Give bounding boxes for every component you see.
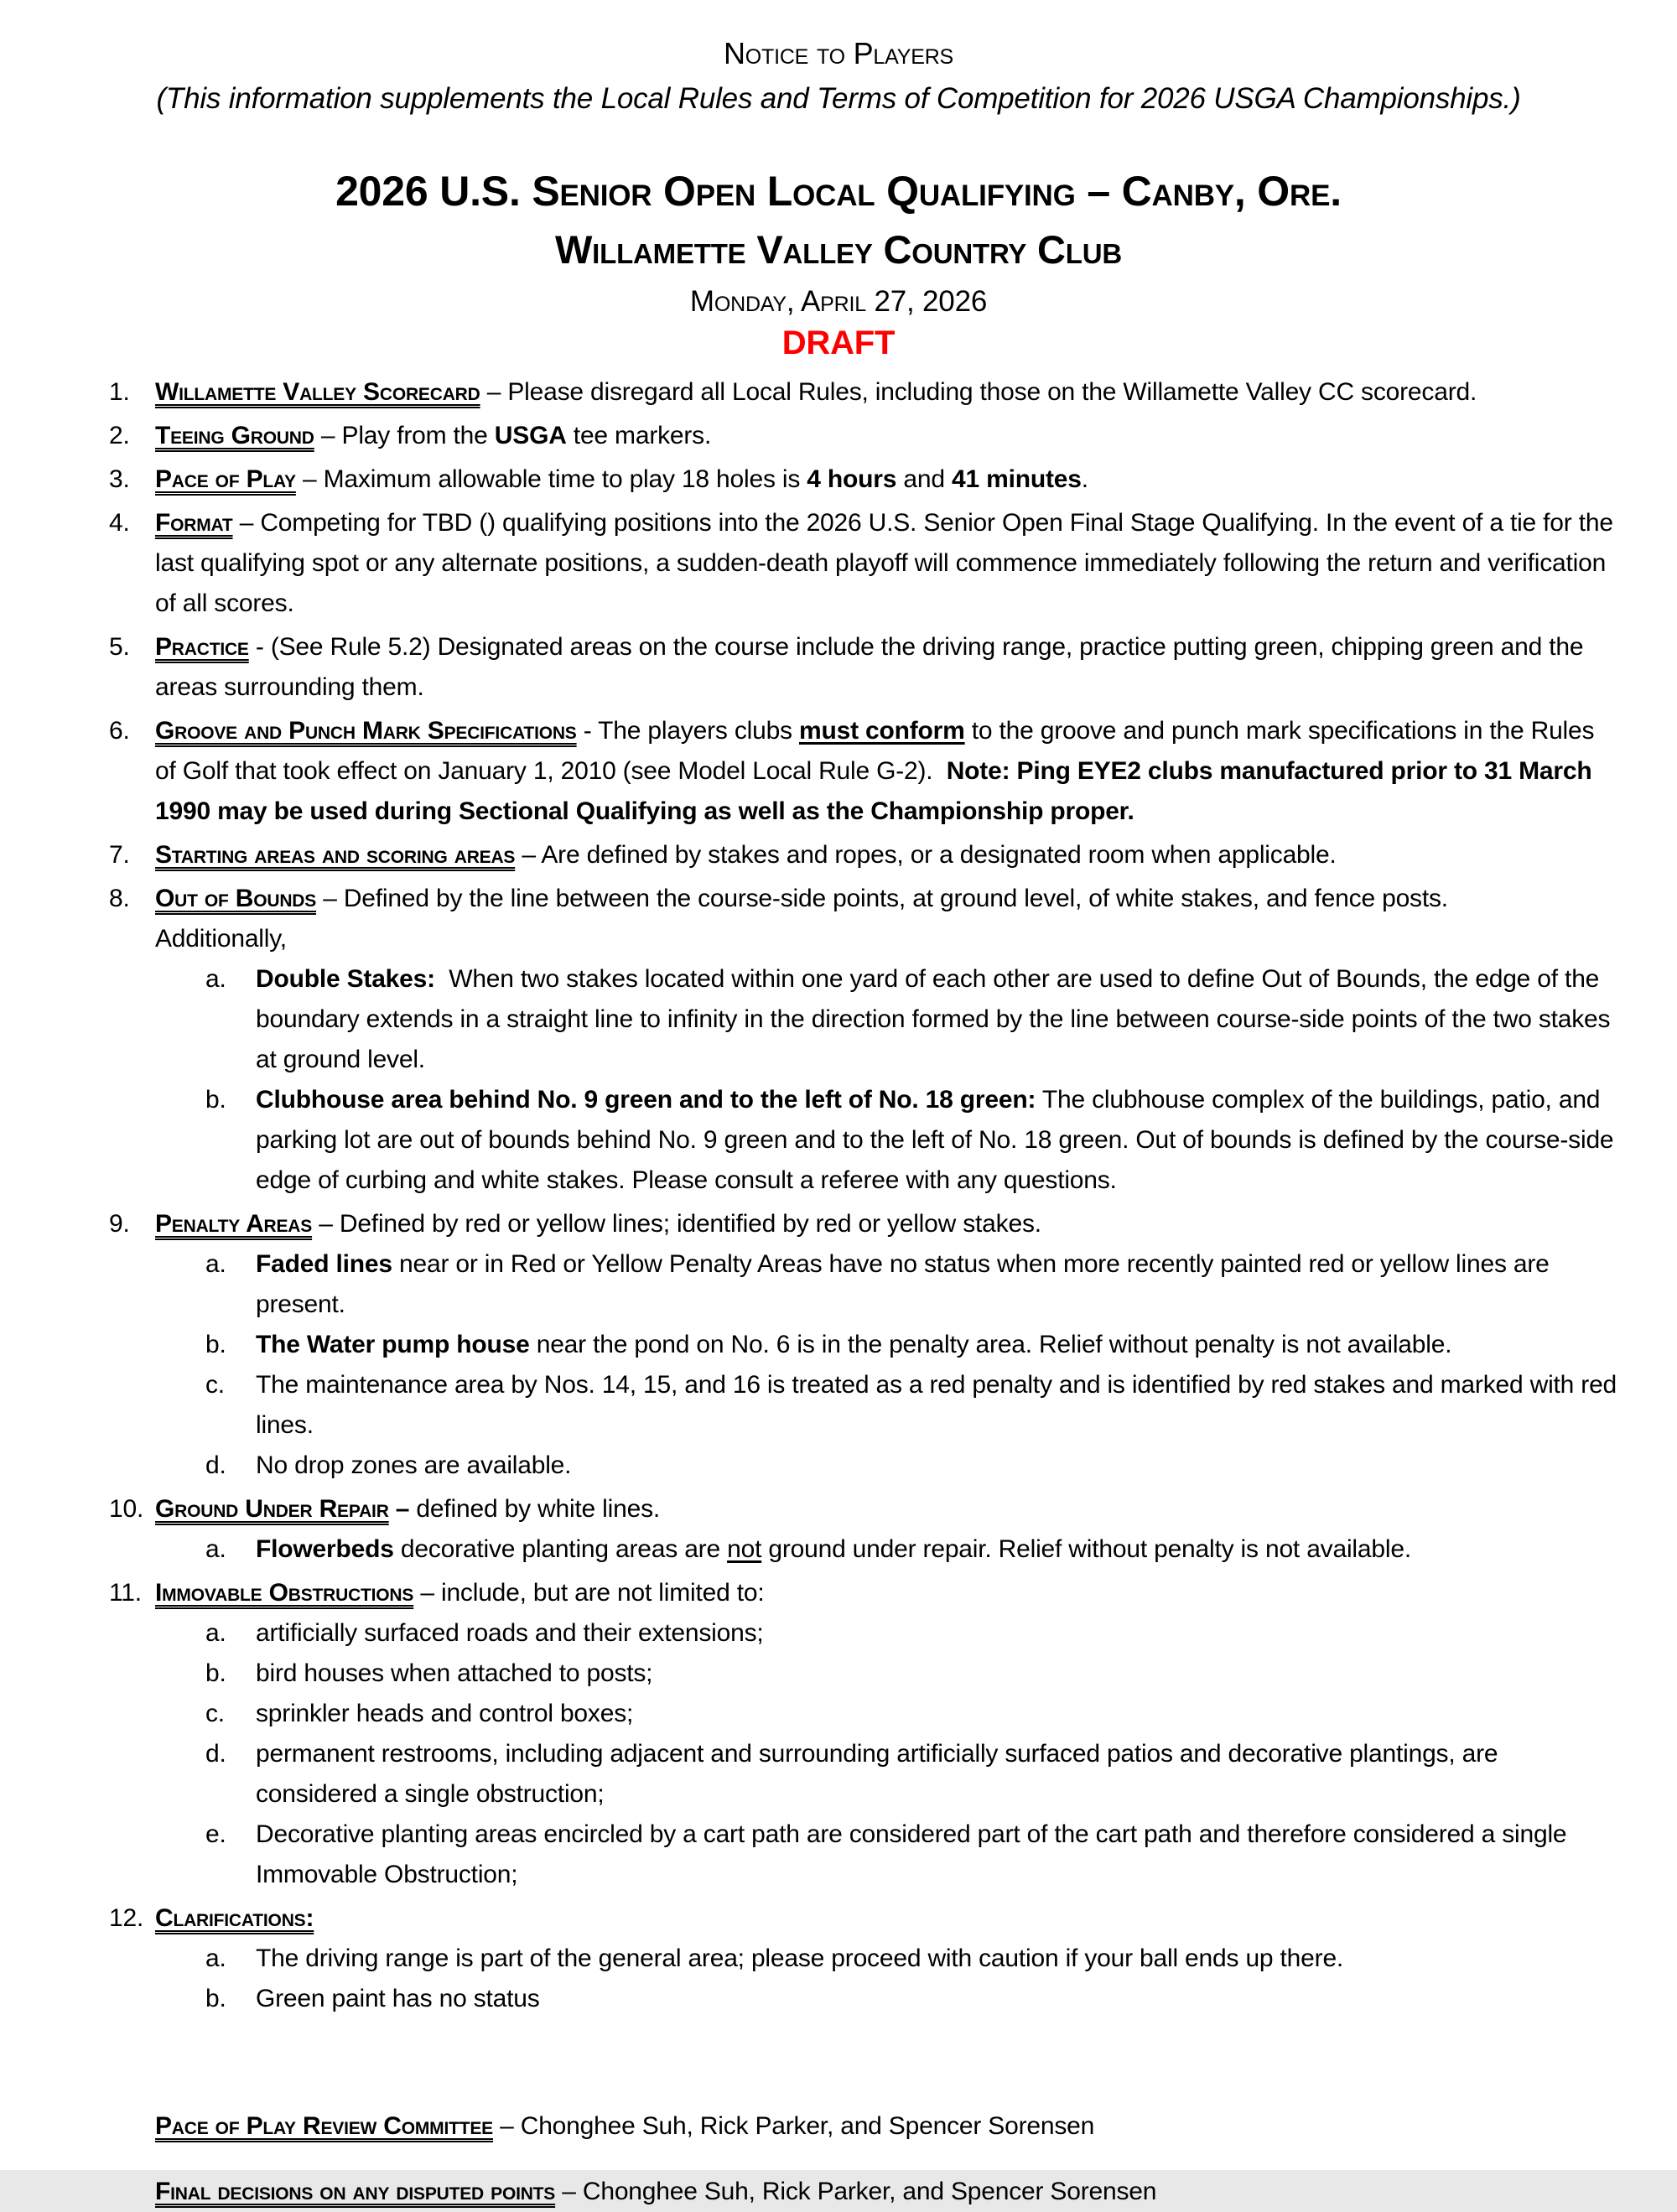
- draft-label: DRAFT: [781, 325, 896, 361]
- text-segment: USGA: [494, 422, 567, 449]
- text-segment: include, but are not limited to:: [440, 1579, 765, 1607]
- rule-content: [155, 460, 1618, 500]
- text-segment: and: [896, 465, 952, 493]
- rule-item: [109, 711, 1618, 832]
- rule-item: [109, 416, 1618, 456]
- text-segment: decorative planting areas are: [393, 1535, 728, 1563]
- sub-item: [155, 1734, 1618, 1815]
- sub-item-text: [256, 1365, 1618, 1446]
- text-segment: Play from the: [341, 422, 495, 449]
- rule-number: 9.: [109, 1210, 130, 1238]
- sub-item: [155, 959, 1618, 1080]
- rule-item: [109, 835, 1618, 875]
- sub-item-text: [256, 1080, 1618, 1201]
- committee-heading: Final decisions on any disputed points: [155, 2178, 556, 2205]
- rule-item: [109, 503, 1618, 624]
- text-segment: The clubhouse complex of the buildings, patio, and parking lot are out of bounds behind No. 9 green and to the left of No. 18 green. Out of bounds is defined by the course-side edge of curbing and white stakes. Please consult a referee with any questions.: [256, 1086, 1614, 1194]
- rule-number: 8.: [109, 885, 130, 912]
- rule-heading: Ground Under Repair: [155, 1495, 389, 1523]
- sub-item-letter: e.: [205, 1820, 226, 1848]
- rule-heading: Practice: [155, 633, 249, 661]
- text-segment: near the pond on No. 6 is in the penalty area. Relief without penalty is not available.: [529, 1331, 1452, 1358]
- rule-text: [155, 1489, 1618, 1529]
- sub-item-letter: a.: [205, 1945, 226, 1972]
- sub-item: [155, 1446, 1618, 1486]
- sub-item-text: [256, 1734, 1618, 1815]
- rule-content: [155, 416, 1618, 456]
- sub-item-text: [256, 1815, 1618, 1895]
- rule-text: Practice - (See Rule 5.2) Designated areas on the course include the driving range, practice putting green, chipping green and the areas surrounding them.: [155, 633, 1584, 701]
- sub-item-letter: b.: [205, 1659, 226, 1687]
- rule-text: Willamette Valley Scorecard – Please disregard all Local Rules, including those on the Willamette Valley CC scorecard.: [155, 378, 1477, 406]
- document-header: [0, 0, 1677, 362]
- rule-heading: Clarifications:: [155, 1904, 314, 1932]
- rule-heading: Starting areas and scoring areas: [155, 841, 516, 869]
- text-segment: The players clubs: [598, 717, 799, 745]
- text-segment: tee markers.: [566, 422, 712, 449]
- rule-heading: Out of Bounds: [155, 885, 317, 912]
- sub-item-letter: b.: [205, 1331, 226, 1358]
- rule-text: Format – Competing for TBD () qualifying positions into the 2026 U.S. Senior Open Final Stage Qualifying. In the event of a tie for the last qualifying spot or any alternate positions, a sudden-death playoff will commence immediately following the return and verification of all scores.: [155, 509, 1613, 617]
- text-segment: Note: Ping EYE2 clubs manufactured prior to 31 March 1990 may be used during Sectional Qualifying as well as the Championship proper.: [155, 757, 1592, 825]
- text-segment: to the groove and punch mark specifications in the Rules of Golf that took effect on January 1, 2010 (see Model Local Rule G-2).: [155, 717, 1595, 785]
- sub-item-letter: a.: [205, 1535, 226, 1563]
- text-segment: ground under repair. Relief without penalty is not available.: [761, 1535, 1411, 1563]
- rule-item: [109, 879, 1618, 1201]
- sub-items: [155, 1939, 1618, 2019]
- sub-items: [155, 1613, 1618, 1895]
- text-segment: Faded lines: [256, 1250, 392, 1278]
- text-segment: near or in Red or Yellow Penalty Areas have no status when more recently painted red or yellow lines are present.: [256, 1250, 1550, 1318]
- text-segment: (See Rule 5.2) Designated areas on the course include the driving range, practice putting green, chipping green and the areas surrounding them.: [155, 633, 1584, 701]
- text-segment: 41 minutes: [952, 465, 1082, 493]
- rule-number: 12.: [109, 1904, 144, 1932]
- sub-item-text: [256, 1979, 1618, 2019]
- sub-item: [155, 1654, 1618, 1694]
- rule-heading: Immovable Obstructions: [155, 1579, 414, 1607]
- text-segment: The Water pump house: [256, 1331, 530, 1358]
- sub-items: [155, 959, 1618, 1201]
- sub-item: [155, 1815, 1618, 1895]
- rule-content: [155, 835, 1618, 875]
- text-segment: .: [1081, 465, 1088, 493]
- rule-text: Penalty Areas – Defined by red or yellow lines; identified by red or yellow stakes.: [155, 1210, 1041, 1238]
- text-segment: Are defined by stakes and ropes, or a designated room when applicable.: [541, 841, 1337, 869]
- sub-item-text: [256, 1694, 1618, 1734]
- committee-line: Pace of Play Review Committee – Chonghee Suh, Rick Parker, and Spencer Sorensen: [155, 2112, 1095, 2140]
- sub-item: [155, 1529, 1618, 1570]
- rule-item: [109, 372, 1618, 413]
- sub-item-letter: d.: [205, 1451, 226, 1479]
- sub-item-letter: a.: [205, 1619, 226, 1647]
- text-segment: sprinkler heads and control boxes;: [256, 1700, 634, 1727]
- rule-content: [155, 372, 1618, 413]
- rule-text: [155, 1898, 1618, 1939]
- rule-number: 1.: [109, 378, 130, 406]
- venue-title: Willamette Valley Country Club: [554, 227, 1122, 272]
- committee-names: Chonghee Suh, Rick Parker, and Spencer Sorensen: [520, 2112, 1095, 2140]
- rule-heading: Groove and Punch Mark Specifications: [155, 717, 577, 745]
- rule-content: [155, 627, 1618, 708]
- text-segment: bird houses when attached to posts;: [256, 1659, 653, 1687]
- rule-heading: Teeing Ground: [155, 422, 314, 449]
- notice-title: Notice to Players: [723, 36, 954, 70]
- text-segment: Please disregard all Local Rules, including those on the Willamette Valley CC scorecard.: [507, 378, 1477, 406]
- committee-names: Chonghee Suh, Rick Parker, and Spencer Sorensen: [582, 2178, 1157, 2205]
- sub-item-letter: a.: [205, 965, 226, 993]
- rule-heading: Penalty Areas: [155, 1210, 313, 1238]
- rule-number: 7.: [109, 841, 130, 869]
- rule-heading: Pace of Play: [155, 465, 296, 493]
- text-segment: When two stakes located within one yard of each other are used to define Out of Bounds, the edge of the boundary extends in a straight line to infinity in the direction formed by the line between course-side points of the two stakes at ground level.: [256, 965, 1611, 1073]
- sub-item: [155, 1979, 1618, 2019]
- rule-number: 6.: [109, 717, 130, 745]
- rule-number: 11.: [109, 1579, 142, 1607]
- sub-item: [155, 1694, 1618, 1734]
- sub-item-letter: c.: [205, 1371, 225, 1399]
- text-segment: 4 hours: [807, 465, 897, 493]
- rule-number: 2.: [109, 422, 130, 449]
- sub-item-text: [256, 1654, 1618, 1694]
- text-segment: Green paint has no status: [256, 1985, 540, 2012]
- text-segment: Clubhouse area behind No. 9 green and to the left of No. 18 green:: [256, 1086, 1036, 1114]
- text-segment: Maximum allowable time to play 18 holes is: [323, 465, 807, 493]
- text-segment: not: [727, 1535, 762, 1563]
- text-segment: Double Stakes:: [256, 965, 435, 993]
- rule-text: Immovable Obstructions – include, but are not limited to:: [155, 1579, 765, 1607]
- rule-item: [109, 1573, 1618, 1895]
- rule-content: [155, 1204, 1618, 1486]
- committee-heading: Pace of Play Review Committee: [155, 2112, 493, 2140]
- rules-list: [109, 372, 1618, 2019]
- rule-text: Teeing Ground – Play from the USGA tee markers.: [155, 422, 712, 449]
- sub-item-letter: c.: [205, 1700, 225, 1727]
- rule-text: Starting areas and scoring areas – Are defined by stakes and ropes, or a designated room when applicable.: [155, 841, 1337, 869]
- text-segment: defined by white lines.: [416, 1495, 661, 1523]
- sub-item-text: [256, 1529, 1618, 1570]
- committee-line: Final decisions on any disputed points – Chonghee Suh, Rick Parker, and Spencer Sorensen: [155, 2178, 1157, 2205]
- sub-item-text: [256, 1939, 1618, 1979]
- sub-item-text: [256, 959, 1618, 1080]
- rule-text: Out of Bounds – Defined by the line between the course-side points, at ground level, of white stakes, and fence posts. Additionally,: [155, 885, 1448, 953]
- sub-item-letter: d.: [205, 1740, 226, 1768]
- text-segment: permanent restrooms, including adjacent and surrounding artificially surfaced patios and decorative plantings, are considered a single obstruction;: [256, 1740, 1498, 1808]
- sub-item: [155, 1613, 1618, 1654]
- text-segment: must conform: [798, 717, 965, 745]
- committees: [155, 2106, 1618, 2212]
- text-segment: Additionally,: [155, 925, 287, 953]
- rule-heading: Format: [155, 509, 233, 537]
- text-segment: Decorative planting areas encircled by a cart path are considered part of the cart path and therefore considered a single Immovable Obstruction;: [256, 1820, 1567, 1888]
- rule-text: Pace of Play – Maximum allowable time to play 18 holes is 4 hours and 41 minutes.: [155, 465, 1088, 493]
- rule-content: [155, 879, 1618, 1201]
- text-segment: Defined by red or yellow lines; identified by red or yellow stakes.: [339, 1210, 1041, 1238]
- rule-number: 4.: [109, 509, 130, 537]
- text-segment: No drop zones are available.: [256, 1451, 572, 1479]
- event-title: 2026 U.S. Senior Open Local Qualifying – Canby, Ore.: [335, 168, 1342, 215]
- supplement-note: (This information supplements the Local Rules and Terms of Competition for 2026 USGA Championships.): [156, 82, 1521, 115]
- rule-content: [155, 1898, 1618, 2019]
- sub-item-text: [256, 1446, 1618, 1486]
- rule-content: [155, 503, 1618, 624]
- text-segment: The maintenance area by Nos. 14, 15, and 16 is treated as a red penalty and is identified by red stakes and marked with red lines.: [256, 1371, 1617, 1439]
- sub-item: [155, 1244, 1618, 1325]
- rule-content: [155, 1573, 1618, 1895]
- sub-item-letter: b.: [205, 1086, 226, 1114]
- sub-item: [155, 1325, 1618, 1365]
- rule-content: [155, 711, 1618, 832]
- text-segment: Competing for TBD () qualifying positions into the 2026 U.S. Senior Open Final Stage Qualifying. In the event of a tie for the last qualifying spot or any alternate positions, a sudden-death playoff will commence immediately following the return and verification of all scores.: [155, 509, 1613, 617]
- sub-item-text: [256, 1325, 1618, 1365]
- sub-items: [155, 1244, 1618, 1486]
- rule-heading: Willamette Valley Scorecard: [155, 378, 480, 406]
- sub-item-letter: b.: [205, 1985, 226, 2012]
- rule-item: [109, 1204, 1618, 1486]
- event-date: Monday, April 27, 2026: [689, 285, 988, 318]
- sub-item-letter: a.: [205, 1250, 226, 1278]
- text-segment: Flowerbeds: [256, 1535, 394, 1563]
- rule-item: [109, 1489, 1618, 1570]
- rule-number: 10.: [109, 1495, 144, 1523]
- sub-item-text: [256, 1244, 1618, 1325]
- sub-item: [155, 1939, 1618, 1979]
- text-segment: –: [388, 1495, 417, 1523]
- sub-item: [155, 1365, 1618, 1446]
- rule-text: Groove and Punch Mark Specifications - The players clubs must conform to the groove and punch mark specifications in the Rules of Golf that took effect on January 1, 2010 (see Model Local Rule G-2). Note: Ping EYE2 clubs manufactured prior to 31 March 1990 may be used during Sectional Qualifying as well as the Championship proper.: [155, 717, 1595, 825]
- text-segment: artificially surfaced roads and their extensions;: [256, 1619, 764, 1647]
- rule-number: 5.: [109, 633, 130, 661]
- sub-item: [155, 1080, 1618, 1201]
- rule-item: [109, 460, 1618, 500]
- text-segment: The driving range is part of the general area; please proceed with caution if your ball ends up there.: [256, 1945, 1344, 1972]
- text-segment: Defined by the line between the course-side points, at ground level, of white stakes, and fence posts.: [343, 885, 1448, 912]
- sub-item-text: [256, 1613, 1618, 1654]
- rule-item: [109, 1898, 1618, 2019]
- rule-item: [109, 627, 1618, 708]
- rule-content: [155, 1489, 1618, 1570]
- rule-number: 3.: [109, 465, 130, 493]
- sub-items: [155, 1529, 1618, 1570]
